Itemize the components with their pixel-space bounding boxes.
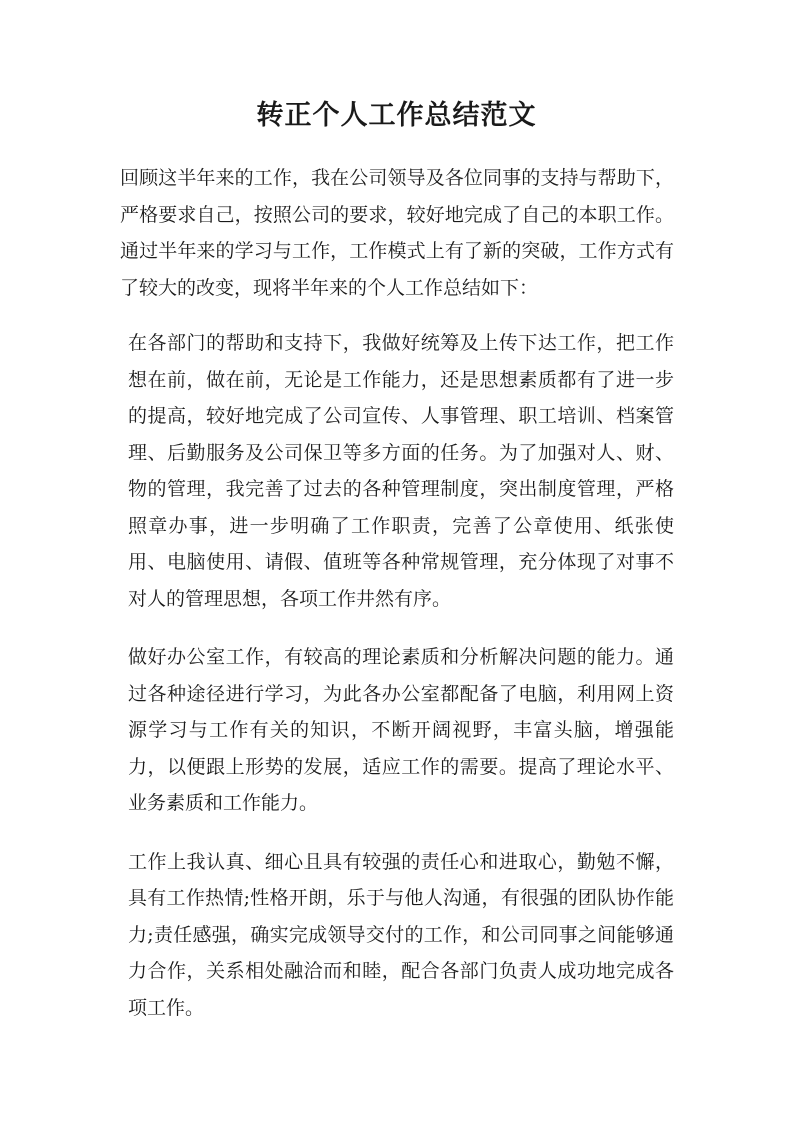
paragraph-work-attitude: 工作上我认真、细心且具有较强的责任心和进取心，勤勉不懈，具有工作热情;性格开朗，乐于与他人沟通，有很强的团队协作能力;责任感强，确实完成领导交付的工作，和公司同事之间能够通力合作，关系相处融洽而和睦，配合各部门负责人成功地完成各项工作。 bbox=[128, 850, 674, 1019]
document-body bbox=[120, 160, 674, 1026]
paragraph-intro: 回顾这半年来的工作，我在公司领导及各位同事的支持与帮助下，严格要求自己，按照公司的要求，较好地完成了自己的本职工作。通过半年来的学习与工作，工作模式上有了新的突破，工作方式有了较大的改变，现将半年来的个人工作总结如下： bbox=[120, 167, 674, 299]
paragraph-office-work: 做好办公室工作，有较高的理论素质和分析解决问题的能力。通过各种途径进行学习，为此各办公室都配备了电脑，利用网上资源学习与工作有关的知识，不断开阔视野，丰富头脑，增强能力，以便跟上形势的发展，适应工作的需要。提高了理论水平、业务素质和工作能力。 bbox=[128, 646, 674, 814]
paragraph-coordination: 在各部门的帮助和支持下，我做好统筹及上传下达工作，把工作想在前，做在前，无论是工作能力，还是思想素质都有了进一步的提高，较好地完成了公司宣传、人事管理、职工培训、档案管理、后勤服务及公司保卫等多方面的任务。为了加强对人、财、物的管理，我完善了过去的各种管理制度，突出制度管理，严格照章办事，进一步明确了工作职责，完善了公章使用、纸张使用、电脑使用、请假、值班等各种常规管理，充分体现了对事不对人的管理思想，各项工作井然有序。 bbox=[128, 332, 674, 610]
document-title: 转正个人工作总结范文 bbox=[256, 100, 537, 131]
